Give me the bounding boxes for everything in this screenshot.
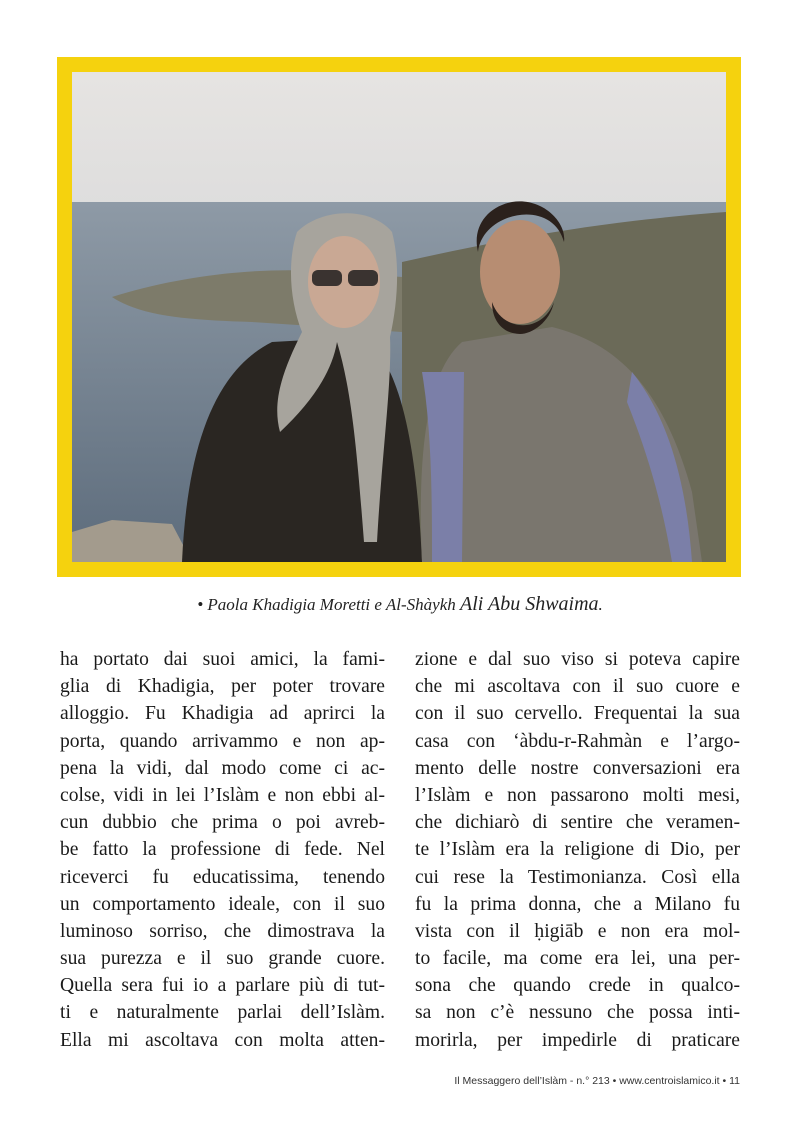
text-line: un comportamento ideale, con il suo	[60, 893, 385, 915]
text-line: colse, vidi in lei l’Islàm e non ebbi al-	[60, 784, 385, 806]
text-line: ti e naturalmente parlai dell’Islàm.	[60, 1002, 385, 1024]
photo-icon	[72, 72, 726, 562]
text-line: morirla, per impedirle di praticare	[415, 1029, 740, 1051]
text-line: sa non c’è nessuno che possa inti-	[415, 1002, 740, 1024]
text-line: ha portato dai suoi amici, la fami-	[60, 649, 385, 670]
text-line: mento delle nostre conversazioni era	[415, 757, 740, 779]
left-column	[60, 646, 385, 1054]
text-line: l’Islàm e non passarono molti mesi,	[415, 784, 740, 806]
text-line: porta, quando arrivammo e non ap-	[60, 730, 385, 752]
text-line: cun dubbio che prima o poi avreb-	[60, 812, 385, 834]
text-line: vista con il ḥigiāb e non era mol-	[415, 920, 740, 942]
caption-part2: Ali Abu Shwaima	[460, 593, 599, 615]
page-footer: Il Messaggero dell’Islàm - n.° 213 • www.centroislamico.it • 11	[454, 1075, 740, 1087]
text-line: pena la vidi, dal modo come ci ac-	[60, 757, 385, 779]
text-line: casa con ‘àbdu-r-Rahmàn e l’argo-	[415, 730, 740, 752]
text-line: fu la prima donna, che a Milano fu	[415, 893, 740, 915]
photo-caption	[0, 593, 800, 616]
text-line: cui rese la Testimonianza. Così ella	[415, 866, 740, 888]
text-line: luminoso sorriso, che dimostrava la	[60, 920, 385, 942]
photo	[72, 72, 726, 562]
right-column	[415, 646, 740, 1054]
caption-bullet: •	[197, 595, 204, 614]
text-line: sona che quando crede in qualco-	[415, 975, 740, 997]
text-line: te l’Islàm era la religione di Dio, per	[415, 839, 740, 861]
text-line: to facile, ma come era lei, una per-	[415, 948, 740, 970]
text-line: che dichiarò di sentire che veramen-	[415, 812, 740, 834]
text-line: Ella mi ascoltava con molta atten-	[60, 1029, 385, 1051]
caption-part1: Paola Khadigia Moretti e Al-Shàykh	[207, 595, 456, 614]
text-line: zione e dal suo viso si poteva capire	[415, 649, 740, 670]
photo-frame	[57, 57, 741, 577]
text-line: be fatto la professione di fede. Nel	[60, 839, 385, 861]
text-line: sua purezza e il suo grande cuore.	[60, 948, 385, 970]
text-line: riceverci fu educatissima, tenendo	[60, 866, 385, 888]
text-line: che mi ascoltava con il suo cuore e	[415, 676, 740, 698]
text-line: glia di Khadigia, per poter trovare	[60, 676, 385, 698]
text-line: alloggio. Fu Khadigia ad aprirci la	[60, 703, 385, 725]
text-line: Quella sera fui io a parlare più di tut-	[60, 975, 385, 997]
text-line: con il suo cervello. Frequentai la sua	[415, 703, 740, 725]
caption-end: .	[598, 595, 603, 614]
